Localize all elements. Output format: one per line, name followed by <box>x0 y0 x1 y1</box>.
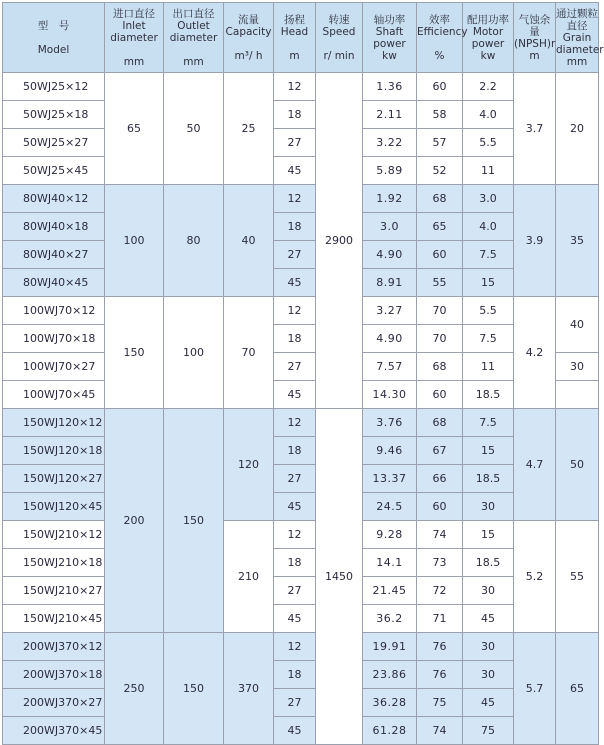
shaft-power-cell: 2.11 <box>363 101 417 129</box>
shaft-power-cell: 1.36 <box>363 73 417 101</box>
efficiency-cell: 66 <box>417 465 463 493</box>
shaft-power-cell: 14.30 <box>363 381 417 409</box>
table-row <box>3 661 599 689</box>
table-row <box>3 297 599 325</box>
motor-power-cell: 7.5 <box>463 325 514 353</box>
motor-power-cell: 15 <box>463 521 514 549</box>
head-cell: 18 <box>274 213 316 241</box>
head-cell: 45 <box>274 493 316 521</box>
npsh-cell: 5.7 <box>514 633 556 745</box>
table-row <box>3 185 599 213</box>
outlet-cell: 100 <box>164 297 224 409</box>
table-row <box>3 633 599 661</box>
header-efficiency: 效率 Efficiency % <box>417 3 463 73</box>
shaft-power-cell: 36.28 <box>363 689 417 717</box>
speed-cell: 1450 <box>316 409 363 745</box>
efficiency-cell: 70 <box>417 297 463 325</box>
efficiency-cell: 60 <box>417 381 463 409</box>
npsh-cell: 4.2 <box>514 297 556 409</box>
motor-power-cell: 4.0 <box>463 101 514 129</box>
head-cell: 18 <box>274 549 316 577</box>
inlet-cell: 65 <box>105 73 164 185</box>
model-cell: 50WJ25×18 <box>3 101 105 129</box>
model-cell: 80WJ40×12 <box>3 185 105 213</box>
motor-power-cell: 5.5 <box>463 297 514 325</box>
head-cell: 45 <box>274 605 316 633</box>
table-row <box>3 213 599 241</box>
npsh-cell: 5.2 <box>514 521 556 633</box>
head-cell: 18 <box>274 437 316 465</box>
capacity-cell: 25 <box>224 73 274 185</box>
model-cell: 150WJ120×18 <box>3 437 105 465</box>
motor-power-cell: 18.5 <box>463 465 514 493</box>
motor-power-cell: 4.0 <box>463 213 514 241</box>
outlet-cell: 150 <box>164 409 224 633</box>
outlet-cell: 50 <box>164 73 224 185</box>
efficiency-cell: 74 <box>417 717 463 745</box>
table-row <box>3 717 599 745</box>
table-row <box>3 465 599 493</box>
capacity-cell: 40 <box>224 185 274 297</box>
head-cell: 27 <box>274 465 316 493</box>
grain-cell: 20 <box>556 73 599 185</box>
table-row <box>3 129 599 157</box>
pump-spec-table <box>2 2 604 745</box>
shaft-power-cell: 21.45 <box>363 577 417 605</box>
head-cell: 12 <box>274 633 316 661</box>
header-model: 型 号 Model <box>3 3 105 73</box>
head-cell: 18 <box>274 101 316 129</box>
motor-power-cell: 30 <box>463 577 514 605</box>
head-cell: 45 <box>274 381 316 409</box>
grain-cell: 35 <box>556 185 599 297</box>
motor-power-cell: 3.0 <box>463 185 514 213</box>
model-cell: 50WJ25×45 <box>3 157 105 185</box>
model-cell: 150WJ210×18 <box>3 549 105 577</box>
shaft-power-cell: 19.91 <box>363 633 417 661</box>
motor-power-cell: 45 <box>463 689 514 717</box>
head-cell: 27 <box>274 241 316 269</box>
motor-power-cell: 75 <box>463 717 514 745</box>
grain-cell <box>556 381 599 409</box>
header-head: 扬程 Head m <box>274 3 316 73</box>
head-cell: 18 <box>274 661 316 689</box>
header-outlet: 出口直径 Outlet diameter mm <box>164 3 224 73</box>
grain-cell: 55 <box>556 521 599 633</box>
grain-cell: 50 <box>556 409 599 521</box>
motor-power-cell: 2.2 <box>463 73 514 101</box>
outlet-cell: 80 <box>164 185 224 297</box>
model-cell: 80WJ40×45 <box>3 269 105 297</box>
model-cell: 200WJ370×45 <box>3 717 105 745</box>
model-cell: 100WJ70×45 <box>3 381 105 409</box>
table-row <box>3 437 599 465</box>
table-row <box>3 605 599 633</box>
shaft-power-cell: 36.2 <box>363 605 417 633</box>
model-cell: 200WJ370×27 <box>3 689 105 717</box>
capacity-cell: 370 <box>224 633 274 745</box>
head-cell: 45 <box>274 157 316 185</box>
header-speed: 转速 Speed r/ min <box>316 3 363 73</box>
capacity-cell: 210 <box>224 521 274 633</box>
efficiency-cell: 55 <box>417 269 463 297</box>
head-cell: 12 <box>274 409 316 437</box>
efficiency-cell: 71 <box>417 605 463 633</box>
motor-power-cell: 30 <box>463 493 514 521</box>
model-cell: 150WJ210×12 <box>3 521 105 549</box>
head-cell: 18 <box>274 325 316 353</box>
model-cell: 150WJ120×12 <box>3 409 105 437</box>
table-row <box>3 241 599 269</box>
outlet-cell: 150 <box>164 633 224 745</box>
model-cell: 100WJ70×18 <box>3 325 105 353</box>
efficiency-cell: 74 <box>417 521 463 549</box>
table-row <box>3 493 599 521</box>
model-cell: 150WJ210×45 <box>3 605 105 633</box>
efficiency-cell: 75 <box>417 689 463 717</box>
table-row <box>3 409 599 437</box>
head-cell: 27 <box>274 689 316 717</box>
motor-power-cell: 7.5 <box>463 241 514 269</box>
model-cell: 50WJ25×12 <box>3 73 105 101</box>
efficiency-cell: 72 <box>417 577 463 605</box>
shaft-power-cell: 3.76 <box>363 409 417 437</box>
efficiency-cell: 76 <box>417 633 463 661</box>
npsh-cell: 3.9 <box>514 185 556 297</box>
efficiency-cell: 73 <box>417 549 463 577</box>
shaft-power-cell: 9.46 <box>363 437 417 465</box>
model-cell: 200WJ370×12 <box>3 633 105 661</box>
model-cell: 80WJ40×27 <box>3 241 105 269</box>
head-cell: 27 <box>274 353 316 381</box>
motor-power-cell: 30 <box>463 661 514 689</box>
model-cell: 80WJ40×18 <box>3 213 105 241</box>
head-cell: 12 <box>274 521 316 549</box>
header-inlet: 进口直径 Inlet diameter mm <box>105 3 164 73</box>
efficiency-cell: 58 <box>417 101 463 129</box>
efficiency-cell: 68 <box>417 185 463 213</box>
efficiency-cell: 65 <box>417 213 463 241</box>
efficiency-cell: 68 <box>417 353 463 381</box>
model-cell: 200WJ370×18 <box>3 661 105 689</box>
shaft-power-cell: 7.57 <box>363 353 417 381</box>
pump-spec-table-container <box>2 2 604 743</box>
efficiency-cell: 76 <box>417 661 463 689</box>
header-capacity: 流量 Capacity m³/ h <box>224 3 274 73</box>
efficiency-cell: 52 <box>417 157 463 185</box>
motor-power-cell: 7.5 <box>463 409 514 437</box>
efficiency-cell: 70 <box>417 325 463 353</box>
model-cell: 100WJ70×12 <box>3 297 105 325</box>
npsh-cell: 4.7 <box>514 409 556 521</box>
shaft-power-cell: 14.1 <box>363 549 417 577</box>
shaft-power-cell: 3.22 <box>363 129 417 157</box>
motor-power-cell: 11 <box>463 157 514 185</box>
shaft-power-cell: 1.92 <box>363 185 417 213</box>
grain-cell: 30 <box>556 353 599 381</box>
efficiency-cell: 60 <box>417 73 463 101</box>
header-npsh: 气蚀余量 (NPSH)r m <box>514 3 556 73</box>
shaft-power-cell: 61.28 <box>363 717 417 745</box>
speed-cell: 2900 <box>316 73 363 409</box>
table-row <box>3 101 599 129</box>
table-row <box>3 689 599 717</box>
motor-power-cell: 15 <box>463 437 514 465</box>
motor-power-cell: 5.5 <box>463 129 514 157</box>
head-cell: 12 <box>274 73 316 101</box>
table-row <box>3 549 599 577</box>
motor-power-cell: 15 <box>463 269 514 297</box>
model-cell: 50WJ25×27 <box>3 129 105 157</box>
efficiency-cell: 68 <box>417 409 463 437</box>
head-cell: 12 <box>274 185 316 213</box>
table-row <box>3 577 599 605</box>
motor-power-cell: 30 <box>463 633 514 661</box>
shaft-power-cell: 8.91 <box>363 269 417 297</box>
inlet-cell: 100 <box>105 185 164 297</box>
npsh-cell: 3.7 <box>514 73 556 185</box>
shaft-power-cell: 9.28 <box>363 521 417 549</box>
motor-power-cell: 18.5 <box>463 549 514 577</box>
inlet-cell: 150 <box>105 297 164 409</box>
head-cell: 45 <box>274 717 316 745</box>
shaft-power-cell: 5.89 <box>363 157 417 185</box>
grain-cell: 65 <box>556 633 599 745</box>
shaft-power-cell: 13.37 <box>363 465 417 493</box>
shaft-power-cell: 3.27 <box>363 297 417 325</box>
model-cell: 150WJ120×45 <box>3 493 105 521</box>
shaft-power-cell: 23.86 <box>363 661 417 689</box>
head-cell: 27 <box>274 129 316 157</box>
capacity-cell: 70 <box>224 297 274 409</box>
table-row <box>3 325 599 353</box>
model-cell: 100WJ70×27 <box>3 353 105 381</box>
head-cell: 12 <box>274 297 316 325</box>
model-cell: 150WJ210×27 <box>3 577 105 605</box>
shaft-power-cell: 4.90 <box>363 325 417 353</box>
shaft-power-cell: 24.5 <box>363 493 417 521</box>
head-cell: 45 <box>274 269 316 297</box>
table-row <box>3 353 599 381</box>
grain-cell: 40 <box>556 297 599 353</box>
table-row <box>3 521 599 549</box>
motor-power-cell: 18.5 <box>463 381 514 409</box>
capacity-cell: 120 <box>224 409 274 521</box>
head-cell: 27 <box>274 577 316 605</box>
header-shaft-power: 轴功率 Shaft power kw <box>363 3 417 73</box>
inlet-cell: 250 <box>105 633 164 745</box>
efficiency-cell: 60 <box>417 493 463 521</box>
header-motor-power: 配用功率 Motor power kw <box>463 3 514 73</box>
shaft-power-cell: 4.90 <box>363 241 417 269</box>
table-row <box>3 157 599 185</box>
table-row <box>3 73 599 101</box>
header-grain: 通过颗粒直径 Grain diameter mm <box>556 3 599 73</box>
table-row <box>3 381 599 409</box>
motor-power-cell: 45 <box>463 605 514 633</box>
efficiency-cell: 67 <box>417 437 463 465</box>
efficiency-cell: 57 <box>417 129 463 157</box>
inlet-cell: 200 <box>105 409 164 633</box>
model-cell: 150WJ120×27 <box>3 465 105 493</box>
header-row <box>3 3 599 73</box>
efficiency-cell: 60 <box>417 241 463 269</box>
shaft-power-cell: 3.0 <box>363 213 417 241</box>
motor-power-cell: 11 <box>463 353 514 381</box>
table-row <box>3 269 599 297</box>
